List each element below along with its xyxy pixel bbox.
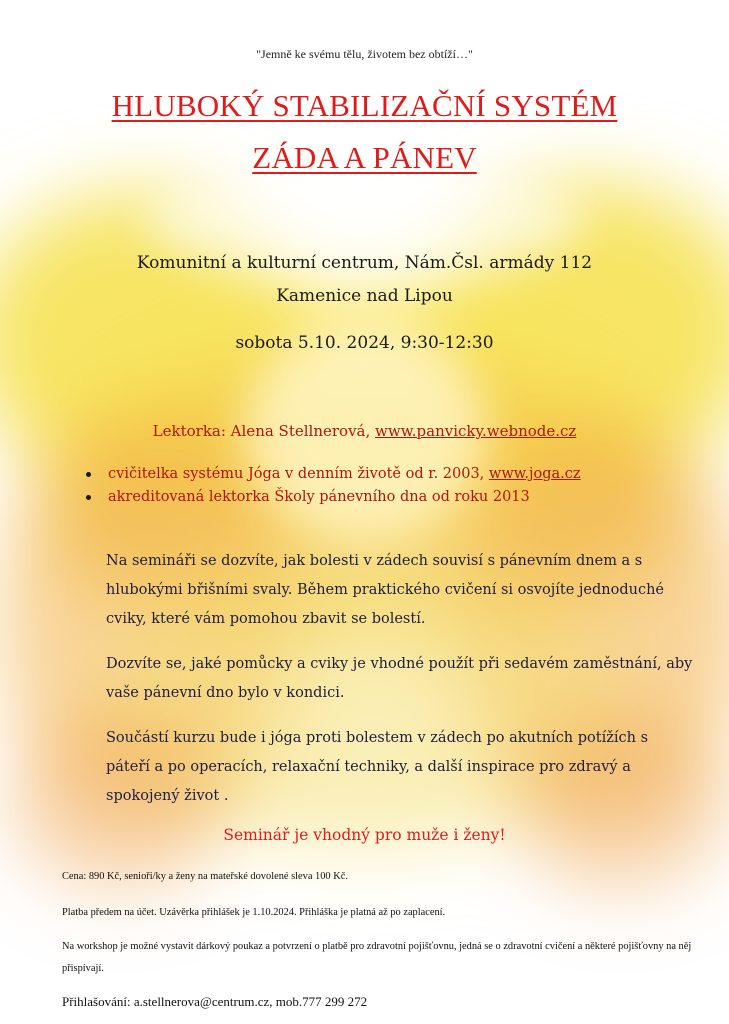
payment-info: Platba předem na účet. Uzávěrka přihlášek je 1.10.2024. Přihláška je platná až po zaplacení. [62, 907, 446, 918]
title-line-1: HLUBOKÝ STABILIZAČNÍ SYSTÉM [111, 88, 618, 123]
lector-website-link[interactable]: www.panvicky.webnode.cz [375, 422, 577, 440]
qualification-item: akreditovaná lektorka Školy pánevního dna od roku 2013 [82, 486, 702, 509]
description-paragraph-2: Dozvíte se, jaké pomůcky a cviky je vhodné použít při sedavém zaměstnání, aby vaše pánevní dno bylo v kondici. [106, 656, 693, 701]
motto: "Jemně ke svému tělu, životem bez obtíží…" [256, 47, 473, 61]
lector-name: Lektorka: Alena Stellnerová, [152, 422, 376, 440]
joga-link[interactable]: www.joga.cz [488, 466, 581, 482]
venue-town: Kamenice nad Lipou [276, 286, 453, 306]
event-datetime: sobota 5.10. 2024, 9:30-12:30 [235, 333, 494, 353]
price-info: Cena: 890 Kč, senioři/ky a ženy na mateřské dovolené sleva 100 Kč. [62, 871, 348, 882]
voucher-info: Na workshop je možné vystavit dárkový poukaz a potvrzení o platbě pro zdravotní pojišťovnu, jedná se o zdravotní cvičení a některé pojišťovny na něj přispívají. [62, 941, 692, 974]
description-paragraph-1: Na semináři se dozvíte, jak bolesti v zádech souvisí s pánevním dnem a s hlubokými břišními svaly. Během praktického cvičení si osvojíte jednoduché cviky, které vám pomohou zbavit se bolestí. [106, 553, 665, 627]
lector-line [0, 422, 729, 440]
qualification-item: cvičitelka systému Jóga v denním životě od r. 2003, www.joga.cz [82, 463, 702, 486]
description-paragraph-3: Součástí kurzu bude i jóga proti bolestem v zádech po akutních potížích s páteří a po operacích, relaxační techniky, a další inspirace pro zdravý a spokojený život . [106, 730, 649, 804]
signup-contact: Přihlašování: a.stellnerova@centrum.cz, mob.777 299 272 [62, 994, 368, 1009]
suitable-note: Seminář je vhodný pro muže i ženy! [223, 826, 506, 844]
lector-qualifications [82, 463, 702, 509]
venue-address: Komunitní a kulturní centrum, Nám.Čsl. armády 112 [136, 253, 593, 273]
title-line-2: ZÁDA A PÁNEV [252, 140, 477, 175]
